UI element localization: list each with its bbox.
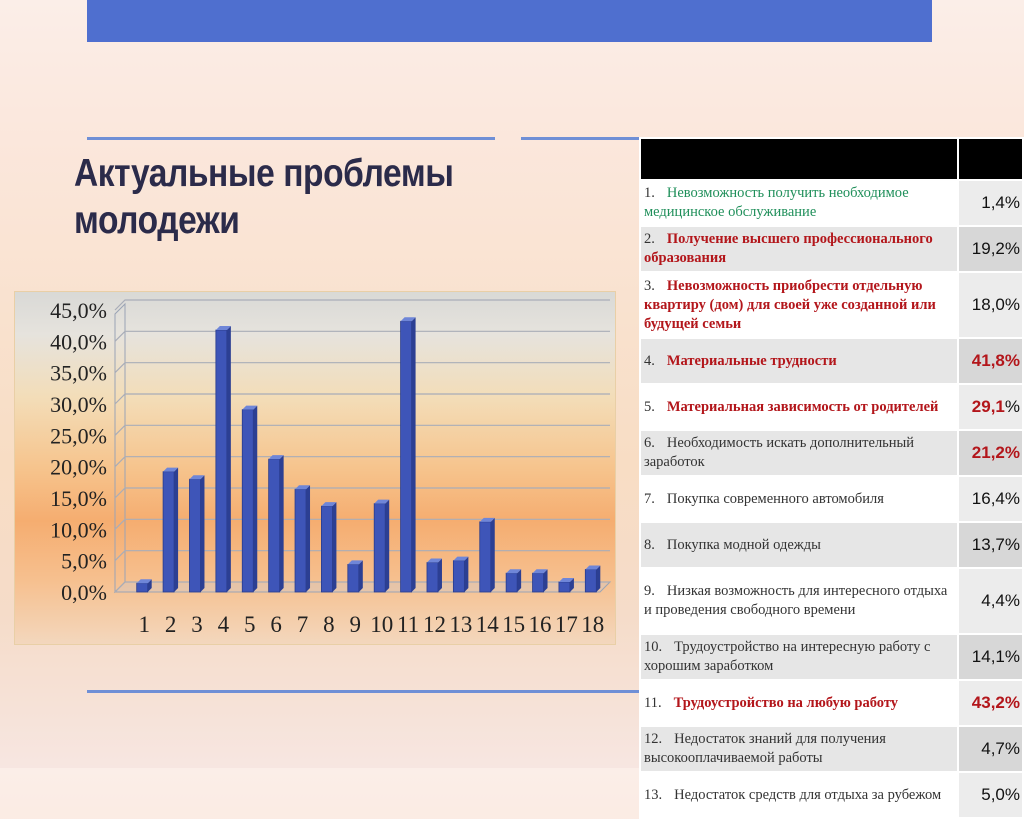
bar xyxy=(216,326,231,592)
problems-table xyxy=(639,137,1024,819)
y-tick-label: 45,0% xyxy=(50,298,107,323)
problem-text: Трудоустройство на интересную работу с хорошим заработком xyxy=(644,639,931,674)
value-text: 13,7% xyxy=(971,535,1020,554)
x-tick-label: 8 xyxy=(323,612,335,637)
y-tick-label: 20,0% xyxy=(50,454,107,480)
value-cell xyxy=(958,522,1023,568)
bar xyxy=(480,518,495,592)
y-tick-label: 35,0% xyxy=(50,360,107,386)
problem-cell xyxy=(640,476,958,522)
problem-text: Недостаток знаний для получения высокооплачиваемой работы xyxy=(644,731,886,766)
problem-cell xyxy=(640,634,958,680)
table-row xyxy=(640,476,1023,522)
bar-chart xyxy=(15,292,615,644)
problem-cell xyxy=(640,772,958,818)
x-tick-label: 18 xyxy=(581,612,605,637)
problem-text: Невозможность получить необходимое медицинское обслуживание xyxy=(644,185,909,220)
problem-cell xyxy=(640,430,958,476)
chart-side-wall xyxy=(115,304,125,592)
y-tick-label: 15,0% xyxy=(50,486,107,511)
x-tick-label: 9 xyxy=(349,612,362,637)
problem-number: 2. xyxy=(644,231,655,247)
header-band xyxy=(87,0,932,42)
problem-number: 1. xyxy=(644,185,655,201)
problem-cell xyxy=(640,522,958,568)
problem-number: 4. xyxy=(644,352,655,369)
problem-cell xyxy=(640,226,958,272)
value-text: 4,7% xyxy=(981,739,1020,758)
problem-number: 9. xyxy=(644,583,655,599)
value-cell xyxy=(958,568,1023,634)
title-rule-left xyxy=(87,137,495,140)
gridline xyxy=(115,300,610,310)
value-cell xyxy=(958,634,1023,680)
problem-number: 12. xyxy=(644,731,663,747)
problem-text: Необходимость искать дополнительный заработок xyxy=(644,435,915,470)
bar xyxy=(163,468,178,592)
table-header-row xyxy=(640,138,1023,180)
x-tick-label: 13 xyxy=(449,612,473,637)
value-text: 16,4% xyxy=(971,489,1020,508)
value-text: 19,2% xyxy=(971,239,1020,258)
value-cell xyxy=(958,772,1023,818)
x-tick-label: 16 xyxy=(528,612,552,637)
problem-text: Низкая возможность для интересного отдыха и проведения свободного времени xyxy=(644,583,948,618)
problem-number: 3. xyxy=(644,277,655,294)
bar xyxy=(242,406,257,592)
value-cell xyxy=(958,384,1023,430)
problem-text: Покупка модной одежды xyxy=(666,536,821,553)
x-tick-label: 11 xyxy=(397,612,420,637)
bar xyxy=(559,578,574,592)
bar xyxy=(269,455,284,592)
value-cell xyxy=(958,680,1023,726)
table-row xyxy=(640,338,1023,384)
x-tick-label: 6 xyxy=(270,612,282,637)
bottom-rule xyxy=(87,690,639,693)
problem-text: Невозможность приобрести отдельную квартиру (дом) для своей уже созданной или будущей семьи xyxy=(644,277,936,332)
bar xyxy=(533,569,548,592)
x-tick-label: 3 xyxy=(191,612,203,637)
bar xyxy=(585,565,600,592)
problem-text: Получение высшего профессионального образования xyxy=(644,231,933,266)
gridline xyxy=(115,363,610,373)
problem-number: 6. xyxy=(644,435,655,451)
value-text: 21,2% xyxy=(971,443,1020,462)
problem-number: 8. xyxy=(644,536,655,553)
bar xyxy=(401,317,416,592)
problem-text: Трудоустройство на любую работу xyxy=(673,694,899,711)
x-tick-label: 7 xyxy=(296,612,309,637)
table-row xyxy=(640,430,1023,476)
table-row xyxy=(640,680,1023,726)
problem-cell xyxy=(640,272,958,338)
problem-number: 11. xyxy=(644,694,662,711)
gridline xyxy=(115,425,610,435)
y-tick-label: 10,0% xyxy=(50,517,107,543)
y-tick-label: 5,0% xyxy=(61,548,107,574)
y-tick-label: 30,0% xyxy=(50,392,107,417)
y-tick-label: 0,0% xyxy=(61,580,107,605)
value-cell xyxy=(958,272,1023,338)
gridline xyxy=(115,331,610,341)
x-tick-label: 17 xyxy=(554,612,578,637)
problem-cell xyxy=(640,568,958,634)
table-row xyxy=(640,568,1023,634)
bar xyxy=(427,559,442,592)
gridline xyxy=(115,394,610,404)
table-row xyxy=(640,772,1023,818)
x-tick-label: 14 xyxy=(475,612,499,637)
slide-title xyxy=(74,150,478,244)
x-tick-label: 2 xyxy=(164,612,177,637)
problem-text: Материальные трудности xyxy=(666,352,837,369)
x-tick-label: 1 xyxy=(138,612,150,637)
table-row xyxy=(640,522,1023,568)
problem-text: Материальная зависимость от родителей xyxy=(666,398,939,415)
value-cell xyxy=(958,338,1023,384)
x-tick-label: 5 xyxy=(244,612,256,637)
x-tick-label: 10 xyxy=(370,612,394,637)
value-text: 41,8% xyxy=(971,351,1020,370)
problem-text: Недостаток средств для отдыха за рубежом xyxy=(674,786,942,803)
value-text: 1,4% xyxy=(981,193,1020,212)
title-rule-right xyxy=(521,137,639,140)
value-number: 29,1 xyxy=(971,397,1005,416)
problem-cell xyxy=(640,384,958,430)
table-header-cell-value xyxy=(958,138,1023,180)
value-text: 5,0% xyxy=(981,785,1020,804)
y-tick-label: 25,0% xyxy=(50,423,107,449)
bar xyxy=(506,569,521,592)
value-text: 14,1% xyxy=(971,647,1020,666)
problem-cell xyxy=(640,338,958,384)
problem-number: 10. xyxy=(644,639,663,655)
value-cell xyxy=(958,226,1023,272)
value-text: 18,0% xyxy=(971,295,1020,314)
table-header-cell-problem xyxy=(640,138,958,180)
value-suffix: % xyxy=(1004,397,1020,416)
bar xyxy=(295,485,310,592)
x-tick-label: 4 xyxy=(217,612,230,637)
gridline xyxy=(115,457,610,467)
bar xyxy=(453,557,468,592)
problem-number: 7. xyxy=(644,490,655,507)
bar-chart-svg xyxy=(15,292,615,644)
problem-cell xyxy=(640,680,958,726)
bar xyxy=(321,502,336,592)
y-tick-label: 40,0% xyxy=(50,329,107,355)
x-tick-label: 12 xyxy=(422,612,446,637)
value-text: 43,2% xyxy=(971,693,1020,712)
problem-number: 5. xyxy=(644,398,655,415)
table-row xyxy=(640,226,1023,272)
table-row xyxy=(640,180,1023,226)
table-row xyxy=(640,384,1023,430)
problem-text: Покупка современного автомобиля xyxy=(666,490,884,507)
value-cell xyxy=(958,726,1023,772)
bar xyxy=(374,500,389,592)
problem-number: 13. xyxy=(644,786,663,803)
slide-title-line1: Актуальные проблемы xyxy=(74,152,454,195)
bar xyxy=(137,579,152,592)
problem-cell xyxy=(640,726,958,772)
bar xyxy=(189,475,204,592)
table-row xyxy=(640,726,1023,772)
value-cell xyxy=(958,180,1023,226)
x-tick-label: 15 xyxy=(502,612,526,637)
table-row xyxy=(640,272,1023,338)
problem-cell xyxy=(640,180,958,226)
value-cell xyxy=(958,476,1023,522)
value-text: 4,4% xyxy=(981,591,1020,610)
bar xyxy=(348,560,363,592)
table-row xyxy=(640,634,1023,680)
slide-title-line2: молодежи xyxy=(74,199,240,242)
value-cell xyxy=(958,430,1023,476)
